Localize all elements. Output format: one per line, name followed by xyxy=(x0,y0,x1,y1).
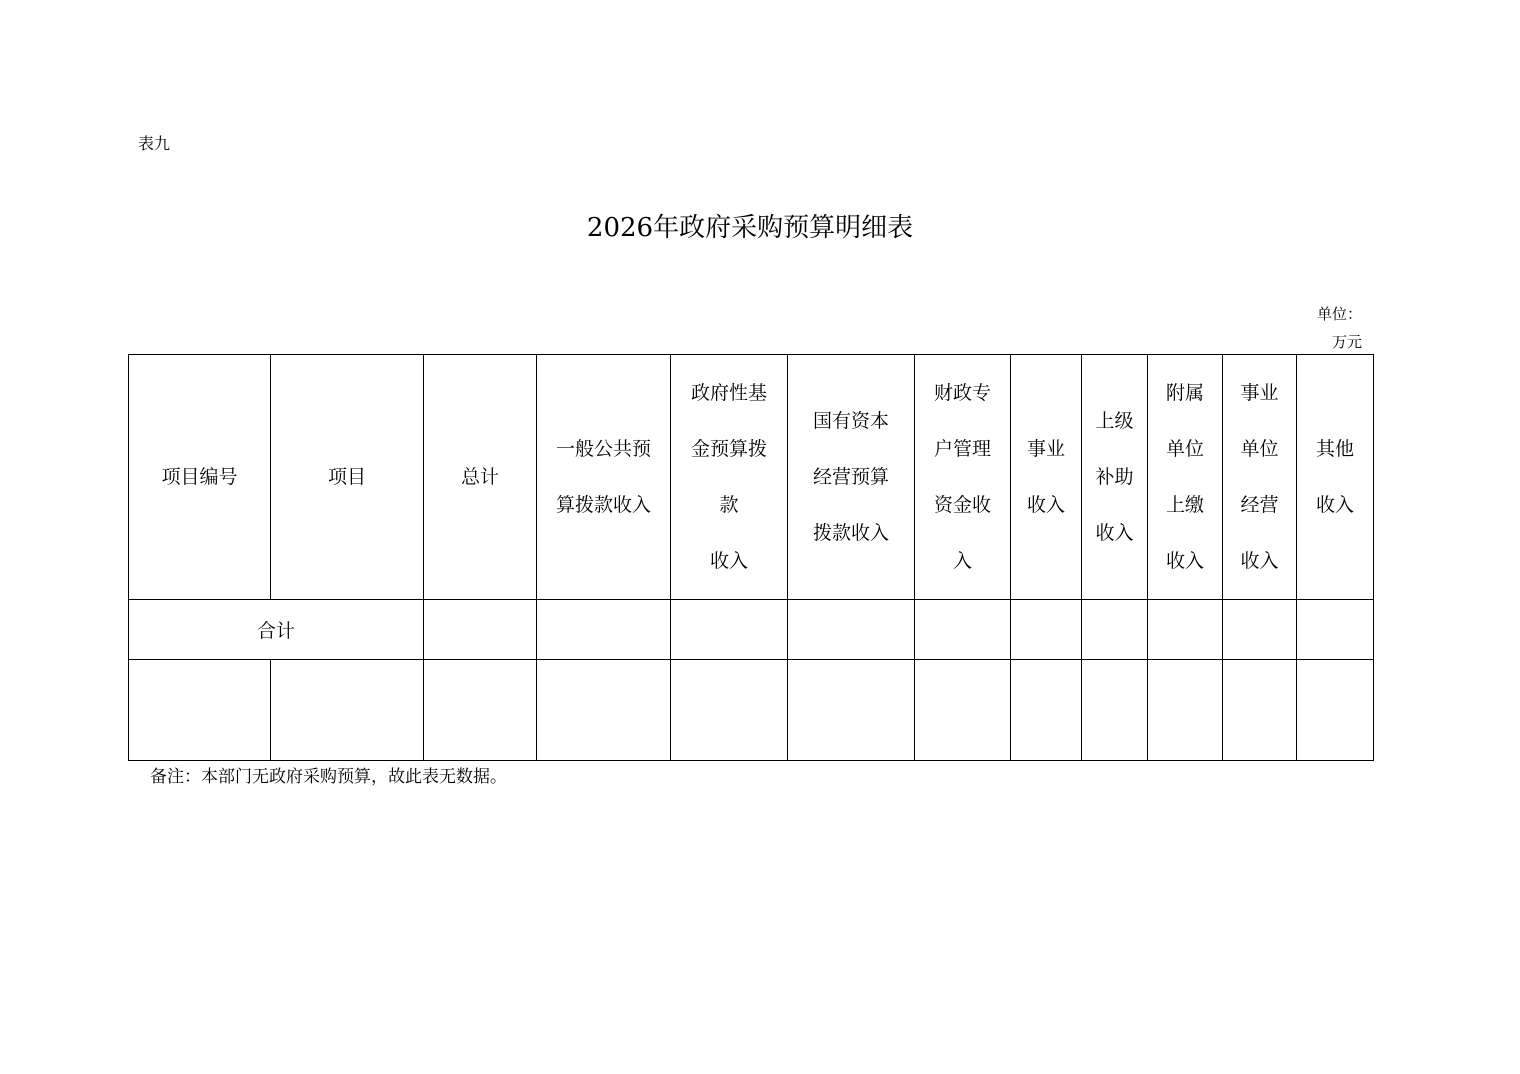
header-business-operation xyxy=(1223,355,1297,600)
header-line: 户管理 xyxy=(933,438,991,460)
table-cell xyxy=(671,660,788,761)
table-cell xyxy=(537,660,671,761)
header-line: 经营预算 xyxy=(812,466,889,488)
unit-label-line: 单位： xyxy=(1316,305,1362,323)
header-project xyxy=(271,355,424,600)
table-cell xyxy=(129,660,271,761)
header-line: 事业 xyxy=(1240,382,1279,404)
header-special-account xyxy=(915,355,1011,600)
header-business-income xyxy=(1011,355,1082,600)
table-cell xyxy=(1148,600,1223,660)
header-line: 款 xyxy=(719,494,739,516)
header-line: 经营 xyxy=(1240,494,1279,516)
header-general-budget xyxy=(537,355,671,600)
table-cell xyxy=(1297,660,1374,761)
header-line: 国有资本 xyxy=(812,410,889,432)
header-line: 收入 xyxy=(1026,494,1065,516)
header-line: 算拨款收入 xyxy=(555,494,651,516)
header-line: 收入 xyxy=(1315,494,1354,516)
table-cell xyxy=(537,600,671,660)
header-line: 收入 xyxy=(1165,550,1204,572)
header-superior-subsidy xyxy=(1082,355,1148,600)
table-cell xyxy=(788,600,915,660)
header-line: 入 xyxy=(952,550,972,572)
header-line: 补助 xyxy=(1095,466,1134,488)
header-line: 上级 xyxy=(1095,410,1134,432)
header-other-income xyxy=(1297,355,1374,600)
header-line: 单位 xyxy=(1165,438,1204,460)
table-cell xyxy=(1011,660,1082,761)
procurement-budget-table xyxy=(128,354,1374,761)
table-cell xyxy=(915,600,1011,660)
header-line: 项目 xyxy=(327,466,366,488)
header-line: 收入 xyxy=(709,550,748,572)
table-cell xyxy=(1148,660,1223,761)
header-line: 事业 xyxy=(1026,438,1065,460)
header-line: 项目编号 xyxy=(161,466,238,488)
table-cell xyxy=(271,660,424,761)
unit-label-line: 万元 xyxy=(1331,333,1362,351)
table-cell xyxy=(1082,600,1148,660)
header-row xyxy=(129,355,1374,600)
table-cell xyxy=(424,600,537,660)
table-cell xyxy=(1082,660,1148,761)
header-affiliated-units xyxy=(1148,355,1223,600)
header-line: 政府性基 xyxy=(690,382,767,404)
header-state-capital xyxy=(788,355,915,600)
header-line: 一般公共预 xyxy=(555,438,651,460)
total-row xyxy=(129,600,1374,660)
header-project-code xyxy=(129,355,271,600)
header-gov-fund xyxy=(671,355,788,600)
header-line: 其他 xyxy=(1315,438,1354,460)
header-line: 资金收 xyxy=(933,494,991,516)
header-line: 收入 xyxy=(1240,550,1279,572)
header-line: 财政专 xyxy=(933,382,991,404)
table-cell xyxy=(1011,600,1082,660)
header-line: 金预算拨 xyxy=(690,438,767,460)
page-title: 2026年政府采购预算明细表 xyxy=(586,213,914,243)
header-line: 附属 xyxy=(1165,382,1204,404)
unit-label xyxy=(1290,300,1362,356)
header-line: 单位 xyxy=(1240,438,1279,460)
header-line: 总计 xyxy=(460,466,499,488)
table-cell xyxy=(1223,660,1297,761)
table-number-label: 表九 xyxy=(138,134,171,153)
header-line: 拨款收入 xyxy=(812,522,889,544)
total-row-label: 合计 xyxy=(129,600,424,660)
table-note: 备注：本部门无政府采购预算，故此表无数据。 xyxy=(150,767,507,787)
header-line: 上缴 xyxy=(1165,494,1204,516)
table-row xyxy=(129,660,1374,761)
table-cell xyxy=(788,660,915,761)
header-total xyxy=(424,355,537,600)
header-line: 收入 xyxy=(1095,522,1134,544)
table-cell xyxy=(1297,600,1374,660)
table-cell xyxy=(671,600,788,660)
table-cell xyxy=(424,660,537,761)
table-cell xyxy=(915,660,1011,761)
table-cell xyxy=(1223,600,1297,660)
